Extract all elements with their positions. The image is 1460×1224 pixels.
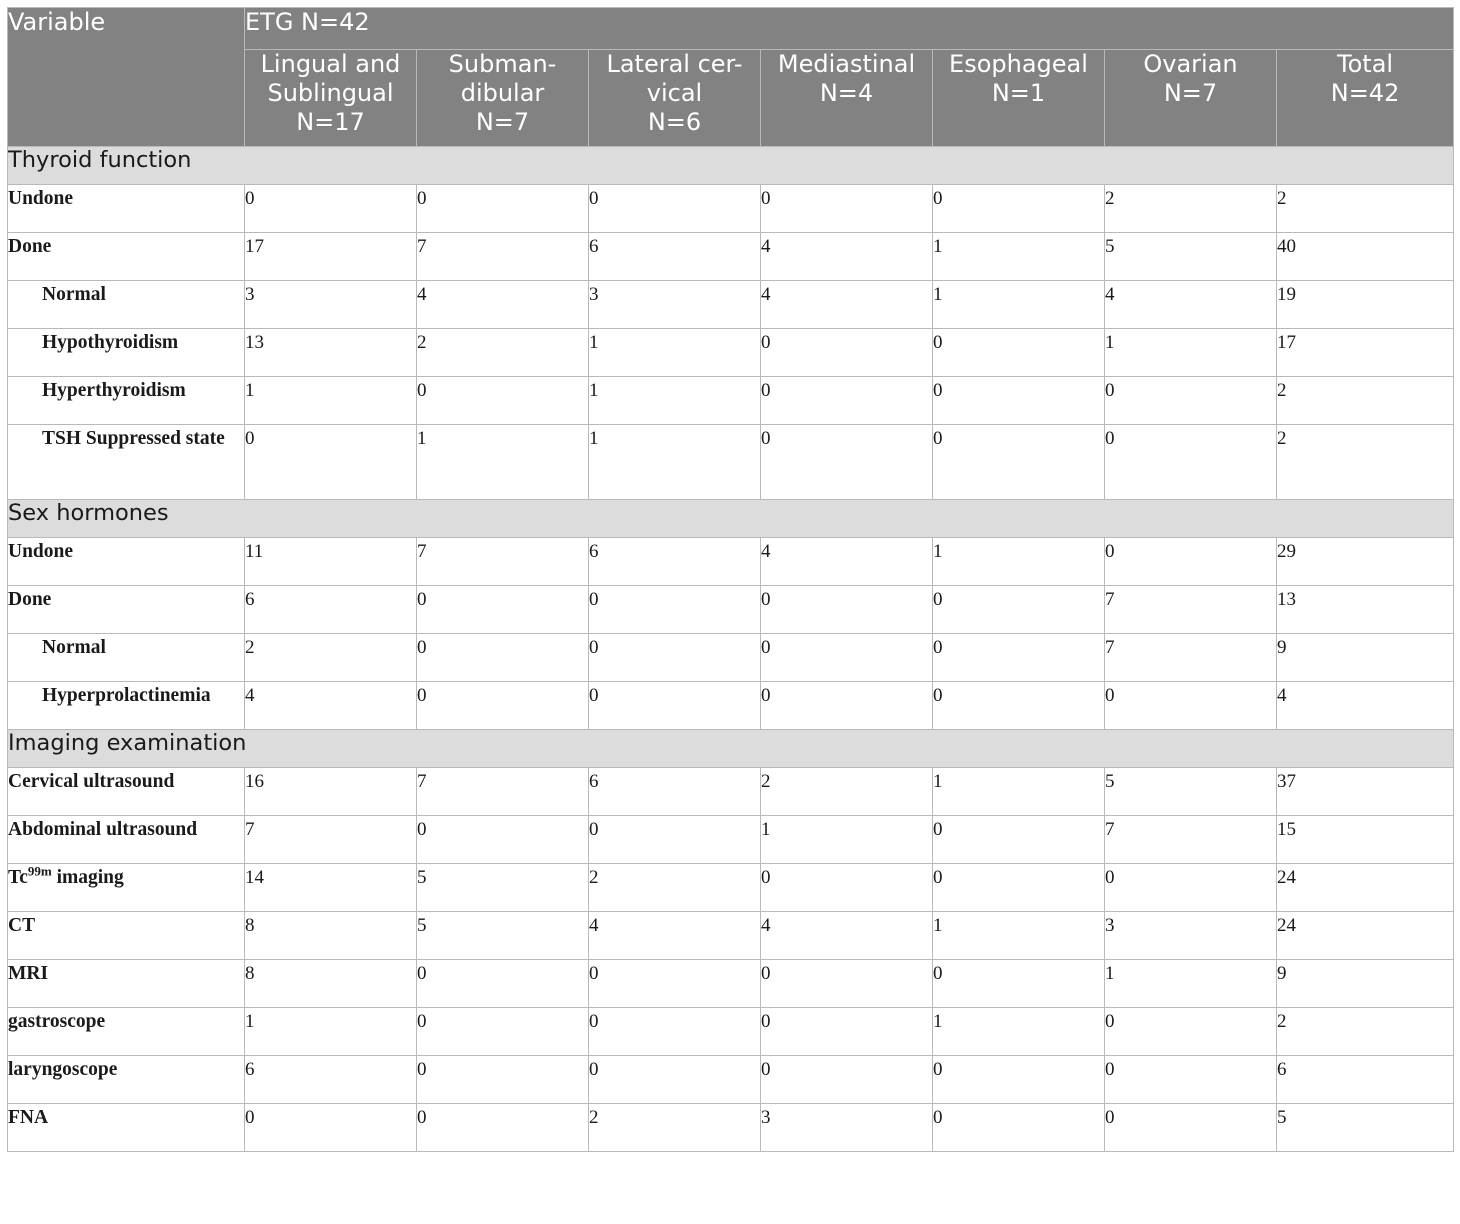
table-cell: 0 bbox=[933, 185, 1105, 233]
table-cell: 0 bbox=[933, 1056, 1105, 1104]
column-header-line: dibular bbox=[460, 79, 545, 107]
row-label-text: Normal bbox=[42, 637, 106, 658]
table-cell: 0 bbox=[1105, 1104, 1277, 1152]
table-cell: 8 bbox=[245, 960, 417, 1008]
column-header-line: Esophageal bbox=[949, 50, 1088, 78]
table-cell: 1 bbox=[933, 281, 1105, 329]
table-cell: 2 bbox=[417, 329, 589, 377]
table-cell: 7 bbox=[1105, 586, 1277, 634]
table-cell: 40 bbox=[1277, 233, 1454, 281]
table-cell: 0 bbox=[933, 682, 1105, 730]
table-cell: 0 bbox=[417, 377, 589, 425]
table-row bbox=[8, 377, 1454, 425]
section-title: Sex hormones bbox=[8, 500, 1454, 538]
table-cell: 0 bbox=[245, 185, 417, 233]
table-body bbox=[8, 147, 1454, 1152]
table-row bbox=[8, 281, 1454, 329]
row-label-text: Undone bbox=[8, 541, 74, 562]
table-cell: 14 bbox=[245, 864, 417, 912]
table-row bbox=[8, 1104, 1454, 1152]
table-row bbox=[8, 960, 1454, 1008]
table-cell: 7 bbox=[417, 538, 589, 586]
table-cell: 0 bbox=[417, 634, 589, 682]
table-row bbox=[8, 682, 1454, 730]
table-cell: 0 bbox=[933, 960, 1105, 1008]
column-header-line: Subman- bbox=[448, 50, 557, 78]
table-cell: 6 bbox=[589, 768, 761, 816]
table-cell: 0 bbox=[761, 329, 933, 377]
row-label bbox=[8, 768, 245, 816]
variable-header: Variable bbox=[8, 8, 245, 147]
table-cell: 4 bbox=[417, 281, 589, 329]
section-row bbox=[8, 730, 1454, 768]
row-label-text: Hypothyroidism bbox=[42, 332, 179, 353]
etg-table bbox=[7, 7, 1454, 1152]
table-cell: 9 bbox=[1277, 634, 1454, 682]
table-cell: 1 bbox=[589, 377, 761, 425]
table-cell: 1 bbox=[1105, 960, 1277, 1008]
table-cell: 0 bbox=[589, 682, 761, 730]
table-cell: 4 bbox=[1277, 682, 1454, 730]
table-cell: 0 bbox=[933, 329, 1105, 377]
row-label-text: TSH Suppressed state bbox=[42, 428, 225, 449]
table-row bbox=[8, 634, 1454, 682]
row-label-text: gastroscope bbox=[8, 1011, 106, 1032]
column-header-line: Mediastinal bbox=[777, 50, 916, 78]
table-cell: 1 bbox=[589, 329, 761, 377]
column-header-line: vical bbox=[646, 79, 703, 107]
table-cell: 5 bbox=[417, 864, 589, 912]
table-cell: 0 bbox=[933, 425, 1105, 500]
column-header bbox=[761, 50, 933, 147]
row-label bbox=[8, 185, 245, 233]
row-label-text: Hyperprolactinemia bbox=[42, 685, 211, 706]
table-row bbox=[8, 233, 1454, 281]
table-cell: 1 bbox=[933, 538, 1105, 586]
table-row bbox=[8, 185, 1454, 233]
row-label-suffix: imaging bbox=[51, 867, 124, 888]
table-cell: 24 bbox=[1277, 912, 1454, 960]
row-label-text: Done bbox=[8, 236, 52, 257]
table-cell: 0 bbox=[933, 1104, 1105, 1152]
row-label bbox=[8, 682, 245, 730]
table-row bbox=[8, 768, 1454, 816]
column-header-line: N=6 bbox=[647, 108, 702, 136]
row-label bbox=[8, 329, 245, 377]
row-label-text: Normal bbox=[42, 284, 106, 305]
table-row bbox=[8, 912, 1454, 960]
table-cell: 17 bbox=[1277, 329, 1454, 377]
column-header-line: N=42 bbox=[1330, 79, 1400, 107]
table-cell: 3 bbox=[245, 281, 417, 329]
table-cell: 7 bbox=[417, 233, 589, 281]
table-cell: 4 bbox=[761, 281, 933, 329]
table-cell: 0 bbox=[761, 377, 933, 425]
section-row bbox=[8, 500, 1454, 538]
row-label bbox=[8, 538, 245, 586]
table-cell: 2 bbox=[761, 768, 933, 816]
table-cell: 2 bbox=[1277, 377, 1454, 425]
table-cell: 0 bbox=[417, 816, 589, 864]
section-row bbox=[8, 147, 1454, 185]
table-cell: 0 bbox=[589, 816, 761, 864]
row-label-text: laryngoscope bbox=[8, 1059, 118, 1080]
column-header bbox=[933, 50, 1105, 147]
table-row bbox=[8, 1056, 1454, 1104]
table-cell: 0 bbox=[589, 185, 761, 233]
table-cell: 4 bbox=[1105, 281, 1277, 329]
column-header bbox=[417, 50, 589, 147]
row-label bbox=[8, 864, 245, 912]
column-header bbox=[1277, 50, 1454, 147]
table-cell: 13 bbox=[245, 329, 417, 377]
table-cell: 2 bbox=[1277, 1008, 1454, 1056]
column-header bbox=[245, 50, 417, 147]
table-row bbox=[8, 538, 1454, 586]
table-cell: 0 bbox=[761, 1056, 933, 1104]
table-cell: 8 bbox=[245, 912, 417, 960]
table-cell: 0 bbox=[417, 682, 589, 730]
row-label bbox=[8, 912, 245, 960]
table-cell: 0 bbox=[933, 586, 1105, 634]
table-cell: 16 bbox=[245, 768, 417, 816]
table-cell: 1 bbox=[933, 1008, 1105, 1056]
table-cell: 0 bbox=[1105, 538, 1277, 586]
table-cell: 2 bbox=[245, 634, 417, 682]
table-cell: 13 bbox=[1277, 586, 1454, 634]
table-cell: 0 bbox=[1105, 864, 1277, 912]
table-cell: 1 bbox=[1105, 329, 1277, 377]
table-cell: 6 bbox=[589, 538, 761, 586]
table-cell: 0 bbox=[245, 1104, 417, 1152]
row-label-text: Abdominal ultrasound bbox=[8, 819, 198, 840]
table-cell: 4 bbox=[245, 682, 417, 730]
table-cell: 1 bbox=[417, 425, 589, 500]
column-header bbox=[1105, 50, 1277, 147]
table-cell: 19 bbox=[1277, 281, 1454, 329]
table-cell: 0 bbox=[761, 682, 933, 730]
column-header-line: Total bbox=[1337, 50, 1394, 78]
table-cell: 0 bbox=[417, 1104, 589, 1152]
row-label bbox=[8, 281, 245, 329]
section-title: Thyroid function bbox=[8, 147, 1454, 185]
table-cell: 0 bbox=[1105, 425, 1277, 500]
table-cell: 0 bbox=[933, 634, 1105, 682]
table-row bbox=[8, 816, 1454, 864]
row-label-text: Undone bbox=[8, 188, 74, 209]
table-cell: 37 bbox=[1277, 768, 1454, 816]
table-row bbox=[8, 1008, 1454, 1056]
table-cell: 0 bbox=[417, 1008, 589, 1056]
table-cell: 0 bbox=[417, 586, 589, 634]
table-cell: 0 bbox=[761, 864, 933, 912]
table-cell: 0 bbox=[589, 960, 761, 1008]
table-cell: 0 bbox=[761, 634, 933, 682]
table-cell: 0 bbox=[933, 864, 1105, 912]
table-cell: 2 bbox=[1277, 185, 1454, 233]
column-header-line: N=17 bbox=[296, 108, 365, 136]
table-cell: 0 bbox=[417, 185, 589, 233]
table-cell: 0 bbox=[761, 185, 933, 233]
row-label-text: MRI bbox=[8, 963, 49, 984]
row-label-text: FNA bbox=[8, 1107, 49, 1128]
table-cell: 6 bbox=[245, 1056, 417, 1104]
table-cell: 0 bbox=[1105, 1056, 1277, 1104]
table-cell: 0 bbox=[417, 1056, 589, 1104]
table-cell: 0 bbox=[761, 1008, 933, 1056]
table-cell: 4 bbox=[761, 912, 933, 960]
table-cell: 9 bbox=[1277, 960, 1454, 1008]
table-cell: 0 bbox=[1105, 1008, 1277, 1056]
row-label-text: Tc bbox=[8, 867, 28, 888]
table-cell: 4 bbox=[761, 233, 933, 281]
row-label bbox=[8, 425, 245, 500]
table-cell: 1 bbox=[933, 768, 1105, 816]
table-cell: 6 bbox=[245, 586, 417, 634]
table-header bbox=[8, 8, 1454, 147]
table-row bbox=[8, 864, 1454, 912]
row-label-text: CT bbox=[8, 915, 36, 936]
table-cell: 0 bbox=[589, 634, 761, 682]
column-header-line: N=1 bbox=[991, 79, 1046, 107]
table-cell: 5 bbox=[417, 912, 589, 960]
table-cell: 2 bbox=[1105, 185, 1277, 233]
table-cell: 5 bbox=[1105, 233, 1277, 281]
column-header-line: Sublingual bbox=[267, 79, 394, 107]
column-header-line: Ovarian bbox=[1143, 50, 1238, 78]
table-cell: 0 bbox=[589, 1056, 761, 1104]
table-cell: 0 bbox=[589, 1008, 761, 1056]
table-cell: 2 bbox=[1277, 425, 1454, 500]
group-header: ETG N=42 bbox=[245, 8, 1454, 50]
row-label bbox=[8, 233, 245, 281]
table-cell: 1 bbox=[933, 912, 1105, 960]
table-cell: 6 bbox=[1277, 1056, 1454, 1104]
table-row bbox=[8, 586, 1454, 634]
table-cell: 0 bbox=[761, 960, 933, 1008]
table-cell: 0 bbox=[761, 425, 933, 500]
row-label-text: Hyperthyroidism bbox=[42, 380, 186, 401]
row-label-superscript: 99m bbox=[27, 863, 52, 879]
table-row bbox=[8, 329, 1454, 377]
table-cell: 7 bbox=[1105, 816, 1277, 864]
table-cell: 2 bbox=[589, 864, 761, 912]
row-label bbox=[8, 377, 245, 425]
table-cell: 0 bbox=[417, 960, 589, 1008]
row-label bbox=[8, 634, 245, 682]
table-cell: 0 bbox=[1105, 377, 1277, 425]
table-cell: 3 bbox=[761, 1104, 933, 1152]
table-cell: 7 bbox=[1105, 634, 1277, 682]
table-cell: 3 bbox=[1105, 912, 1277, 960]
table-cell: 1 bbox=[933, 233, 1105, 281]
table-cell: 29 bbox=[1277, 538, 1454, 586]
table-cell: 17 bbox=[245, 233, 417, 281]
table-cell: 3 bbox=[589, 281, 761, 329]
table-cell: 0 bbox=[245, 425, 417, 500]
row-label-text: Done bbox=[8, 589, 52, 610]
table-cell: 0 bbox=[761, 586, 933, 634]
table-cell: 11 bbox=[245, 538, 417, 586]
row-label bbox=[8, 586, 245, 634]
column-header-line: N=4 bbox=[819, 79, 874, 107]
table-cell: 2 bbox=[589, 1104, 761, 1152]
row-label bbox=[8, 816, 245, 864]
row-label bbox=[8, 1056, 245, 1104]
row-label-text: Cervical ultrasound bbox=[8, 771, 175, 792]
column-header-line: N=7 bbox=[475, 108, 530, 136]
table-cell: 24 bbox=[1277, 864, 1454, 912]
table-cell: 1 bbox=[245, 377, 417, 425]
table-cell: 4 bbox=[761, 538, 933, 586]
table-cell: 5 bbox=[1277, 1104, 1454, 1152]
row-label bbox=[8, 1104, 245, 1152]
table-cell: 15 bbox=[1277, 816, 1454, 864]
column-header-line: N=7 bbox=[1163, 79, 1218, 107]
table-cell: 0 bbox=[933, 816, 1105, 864]
table-cell: 0 bbox=[589, 586, 761, 634]
column-header-line: Lingual and bbox=[260, 50, 401, 78]
table-cell: 7 bbox=[417, 768, 589, 816]
table-cell: 7 bbox=[245, 816, 417, 864]
table-cell: 1 bbox=[761, 816, 933, 864]
table-cell: 6 bbox=[589, 233, 761, 281]
table-cell: 4 bbox=[589, 912, 761, 960]
row-label bbox=[8, 960, 245, 1008]
column-header-line: Lateral cer- bbox=[606, 50, 743, 78]
row-label bbox=[8, 1008, 245, 1056]
table-cell: 0 bbox=[933, 377, 1105, 425]
section-title: Imaging examination bbox=[8, 730, 1454, 768]
table-row bbox=[8, 425, 1454, 500]
column-header bbox=[589, 50, 761, 147]
table-cell: 1 bbox=[589, 425, 761, 500]
table-cell: 1 bbox=[245, 1008, 417, 1056]
table-cell: 5 bbox=[1105, 768, 1277, 816]
table-cell: 0 bbox=[1105, 682, 1277, 730]
